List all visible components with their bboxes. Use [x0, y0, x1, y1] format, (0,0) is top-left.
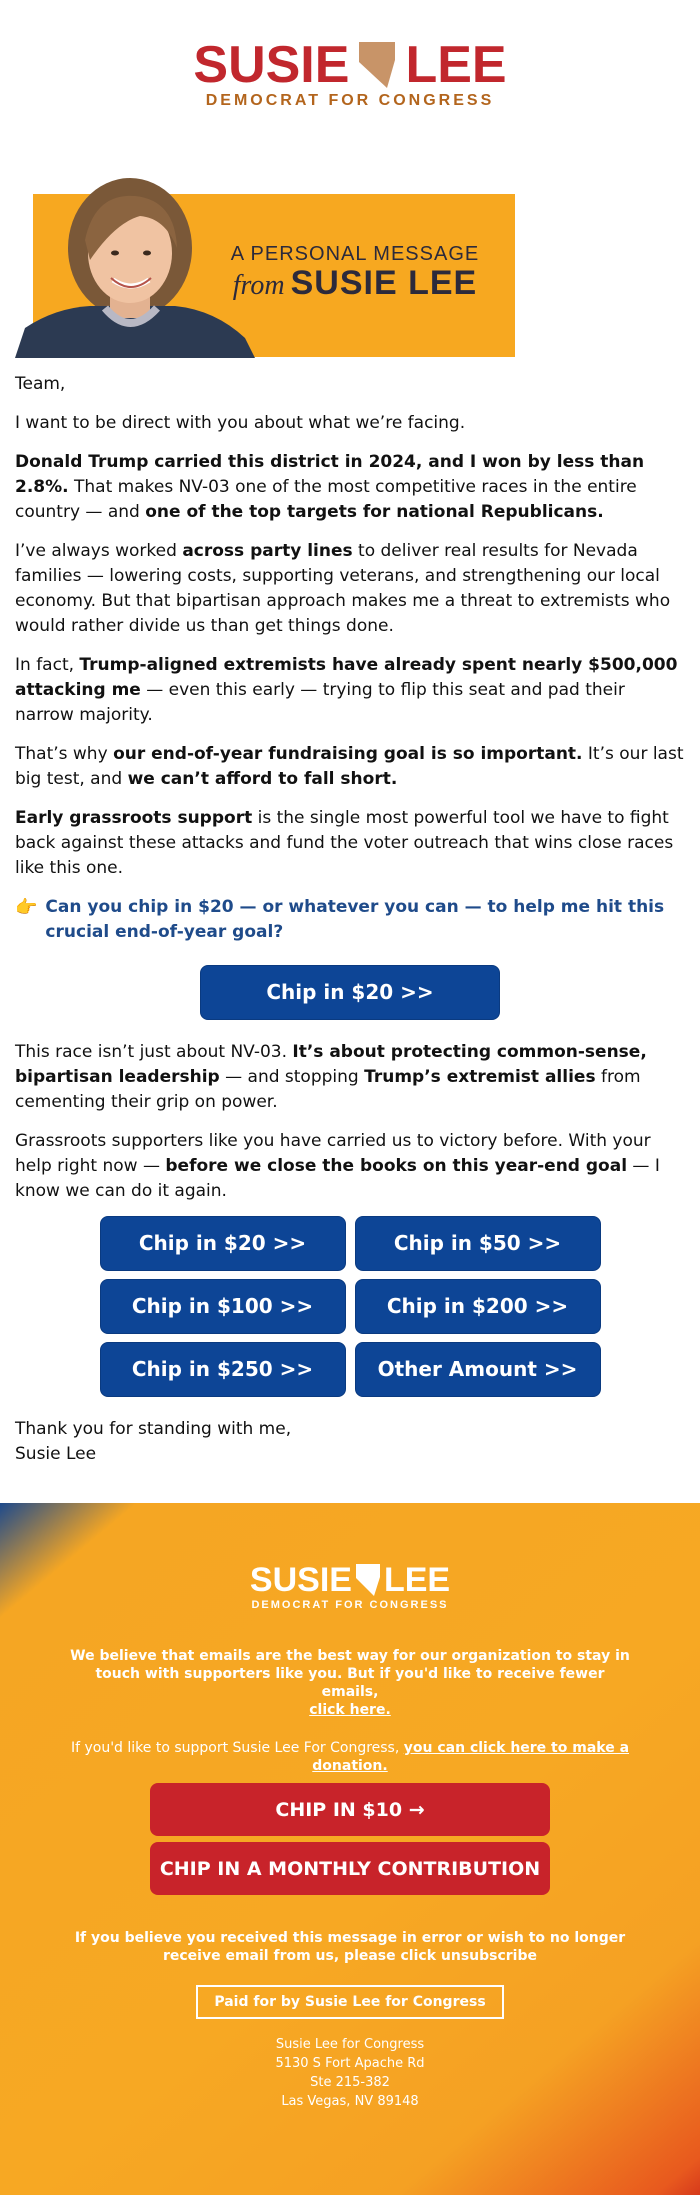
donate-50-button[interactable]: Chip in $50 >> — [355, 1216, 601, 1271]
mailing-address — [0, 2035, 700, 2111]
signature: Susie Lee — [15, 1444, 97, 1464]
paragraph-goal: That’s why our end-of-year fundraising goal is so important. It’s our last big test, and we can’t afford to fall short. — [15, 744, 684, 789]
address-line: Ste 215-382 — [310, 2075, 390, 2090]
address-line: 5130 S Fort Apache Rd — [275, 2056, 425, 2071]
personal-message-banner — [0, 168, 700, 358]
logo-first-name: SUSIE — [193, 36, 350, 94]
greeting: Team, — [15, 374, 66, 394]
signoff — [15, 1417, 685, 1467]
logo-tagline: DEMOCRAT FOR CONGRESS — [205, 92, 495, 109]
address-line: Susie Lee for Congress — [275, 2037, 425, 2052]
paragraph-victory: Grassroots supporters like you have carried us to victory before. With your help right now — before we close the books on this year-end goal — I know we can do it again. — [15, 1131, 660, 1201]
banner-text — [210, 243, 500, 303]
letter-body — [0, 372, 700, 1467]
logo-last-name: LEE — [405, 36, 507, 94]
paragraph-intro: I want to be direct with you about what we’re facing. — [15, 413, 466, 433]
chip-in-20-button[interactable]: Chip in $20 >> — [200, 965, 500, 1020]
banner-name: SUSIE LEE — [290, 264, 478, 302]
footer-nevada-icon — [355, 1563, 381, 1597]
donate-20-button[interactable]: Chip in $20 >> — [100, 1216, 346, 1271]
footer — [0, 1503, 700, 2195]
paragraph-party-lines: I’ve always worked across party lines to deliver real results for Nevada families — lowering costs, supporting veterans, and strengthening our local economy. But that bipartisan approach makes me a threat to extremists who would rather divide us than get things done. — [15, 541, 671, 636]
donate-other-button[interactable]: Other Amount >> — [355, 1342, 601, 1397]
footer-logo[interactable] — [0, 1503, 700, 1611]
paragraph-race: This race isn’t just about NV-03. It’s about protecting common-sense, bipartisan leadership — and stopping Trump’s extremist allies from cementing their grip on power. — [15, 1042, 647, 1112]
donation-ask-text: Can you chip in $20 — or whatever you can — to help me hit this crucial end-of-year goal? — [45, 897, 665, 942]
paid-for-disclaimer: Paid for by Susie Lee for Congress — [196, 1985, 503, 2019]
donate-100-button[interactable]: Chip in $100 >> — [100, 1279, 346, 1334]
footer-logo-last: LEE — [383, 1561, 451, 1599]
monthly-contribution-button[interactable]: CHIP IN A MONTHLY CONTRIBUTION — [150, 1842, 550, 1895]
thanks-line: Thank you for standing with me, — [15, 1419, 292, 1439]
address-line: Las Vegas, NV 89148 — [281, 2094, 419, 2109]
banner-from: from — [232, 270, 285, 301]
donation-button-grid — [15, 1216, 685, 1397]
chip-in-10-button[interactable]: CHIP IN $10 → — [150, 1783, 550, 1836]
footer-logo-tagline: DEMOCRAT FOR CONGRESS — [251, 1599, 449, 1611]
paragraph-grassroots: Early grassroots support is the single most powerful tool we have to fight back against these attacks and fund the voter outreach that wins close races like this one. — [15, 808, 674, 878]
support-text: If you'd like to support Susie Lee For Congress, you can click here to make a donation. — [70, 1740, 630, 1774]
header-logo[interactable] — [0, 0, 700, 118]
paragraph-district: Donald Trump carried this district in 2024, and I won by less than 2.8%. That makes NV-03 one of the most competitive races in the entire country — and one of the top targets for national Republicans. — [15, 452, 645, 522]
donation-ask-link[interactable] — [15, 895, 685, 945]
email-preferences-text: We believe that emails are the best way for our organization to stay in touch with supporters like you. But if you'd like to receive fewer emails, click here. — [70, 1648, 630, 1718]
footer-logo-first: SUSIE — [249, 1561, 352, 1599]
paragraph-extremists: In fact, Trump-aligned extremists have already spent nearly $500,000 attacking me — even this early — trying to flip this seat and pad their narrow majority. — [15, 655, 678, 725]
make-donation-link[interactable]: you can click here to make a donation. — [312, 1740, 630, 1774]
donate-250-button[interactable]: Chip in $250 >> — [100, 1342, 346, 1397]
fewer-emails-link[interactable]: click here. — [309, 1702, 391, 1718]
banner-line1: A PERSONAL MESSAGE — [230, 243, 480, 265]
pointing-hand-icon: 👉 — [15, 897, 38, 918]
unsubscribe-text[interactable]: If you believe you received this message in error or wish to no longer receive email from us, please click unsubscribe — [74, 1930, 626, 1964]
donate-200-button[interactable]: Chip in $200 >> — [355, 1279, 601, 1334]
nevada-state-icon — [357, 40, 397, 90]
